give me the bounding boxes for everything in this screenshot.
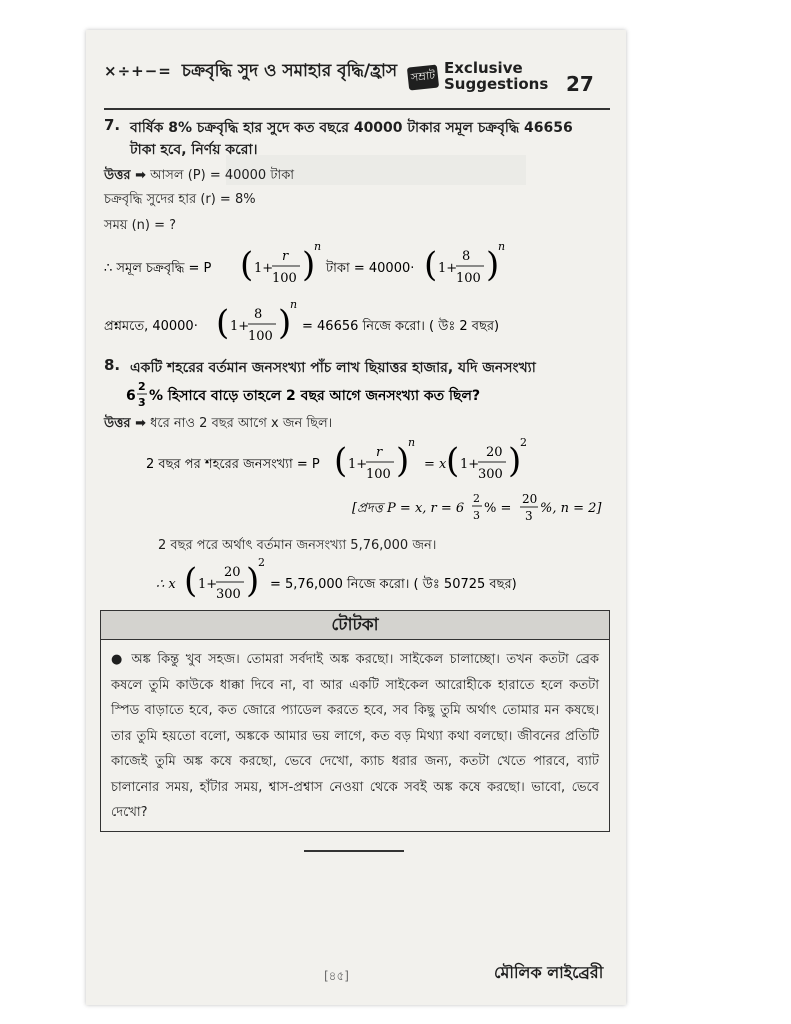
given-20: 20 (522, 492, 538, 506)
denominator-100: 100 (456, 271, 481, 286)
taka-equals: টাকা = 40000· (326, 261, 415, 276)
tip-text: ● অঙ্ক কিন্তু খুব সহজ। তোমরা সর্বদাই অঙ্ক করছো। সাইকেল চালাচ্ছো। তখন কতটা ব্রেক কষলে তুমি কাউকে ধাক্কা দিবে না, বা আর একটি সাইকেল আরোহীকে হারাতে হলে কতটা স্পিড বাড়াতে হবে, কত জোরে প্যাডেল করতে হবে, সব কিছু তুমি অর্থাৎ তোমার মন কষছে। তার তুমি হয়তো বলো, অঙ্ককে আমার ভয় লাগে, কত বড় মিথ্যা কথা বলছো। জীবনের প্রতিটি কাজেই তুমি অঙ্ক কষে করছো, ভেবে দেখো, ক্যাচ ধরার জন্য, কতটা খেতে পারবে, ব্যাট চালানোর সময়, হাঁটার সময়, শ্বাস-প্রশ্বাস নেওয়া থেকে সবই অঙ্ক কষে করছো। ভাবো, ভেবে দেখো? (111, 652, 599, 820)
denominator-100: 100 (272, 271, 297, 286)
equals-x: = x (424, 457, 447, 472)
denominator-300: 300 (216, 587, 241, 602)
q8-line1: একটি শহরের বর্তমান জনসংখ্যা পাঁচ লাখ ছিয়াত্তর হাজার, যদি জনসংখ্যা (130, 360, 536, 376)
right-paren: ) (508, 441, 522, 481)
q7-principal: আসল (P) = 40000 টাকা (150, 168, 295, 183)
mixed-whole: 6 (126, 388, 136, 404)
chapter-title: চক্রবৃদ্ধি সুদ ও সমাহার বৃদ্ধি/হ্রাস (181, 61, 398, 81)
exponent-n: n (314, 240, 322, 253)
one-plus: 1+ (198, 577, 218, 592)
q8-given-values (352, 486, 622, 532)
right-paren: ) (302, 245, 316, 285)
q7-number: 7. (104, 116, 121, 134)
q8-final-equation (156, 554, 606, 608)
one-plus: 1+ (460, 457, 480, 472)
q8-population-formula (146, 434, 566, 488)
denominator-300: 300 (478, 467, 503, 482)
tip-box (100, 610, 610, 832)
answer-label: উত্তর ➡ (104, 416, 146, 431)
numerator-8: 8 (462, 249, 471, 264)
numerator-r: r (282, 249, 289, 264)
answer-label: উত্তর ➡ (104, 168, 146, 183)
numerator-r: r (376, 445, 383, 460)
right-paren: ) (396, 441, 410, 481)
left-paren: ( (240, 245, 254, 285)
denominator-100: 100 (248, 329, 273, 344)
mixed-numerator: 2 (138, 380, 146, 393)
q8-line2-rest: % হিসাবে বাড়ে তাহলে 2 বছর আগে জনসংখ্যা কত ছিল? (149, 388, 481, 404)
q8-present-population: 2 বছর পরে অর্থাৎ বর্তমান জনসংখ্যা 5,76,000 জন। (158, 538, 437, 553)
right-paren: ) (246, 561, 260, 601)
q7-rate: চক্রবৃদ্ধি সুদের হার (r) = 8% (104, 192, 256, 207)
q7-line2: টাকা হবে, নির্ণয় করো। (130, 142, 258, 158)
given-end: %, n = 2] (540, 501, 602, 516)
q8-assume: ধরে নাও 2 বছর আগে x জন ছিল। (150, 416, 333, 431)
left-paren: ( (334, 441, 348, 481)
section-separator (304, 850, 404, 852)
exponent-n: n (408, 436, 416, 449)
book-page (86, 30, 626, 1005)
exponent-2: 2 (258, 556, 265, 569)
final-suffix: = 5,76,000 নিজে করো। ( উঃ 50725 বছর) (270, 577, 517, 592)
given-prefix: [প্রদত্ত P = x, r = 6 (352, 501, 465, 516)
suggestions-line: Suggestions (444, 75, 549, 93)
right-paren: ) (278, 303, 292, 343)
footer-page-mark: [৪৫] (324, 969, 349, 983)
exponent-n: n (290, 298, 298, 311)
exclusive-line: Exclusive (444, 59, 523, 77)
chapter-header (104, 58, 397, 86)
q7-question-equation (104, 296, 604, 350)
q8-answer (104, 414, 332, 435)
header-divider (104, 108, 610, 110)
left-paren: ( (424, 245, 438, 285)
given-3: 3 (525, 509, 533, 523)
left-paren: ( (446, 441, 460, 481)
final-prefix: ∴ x (156, 577, 176, 592)
q7-time: সময় (n) = ? (104, 218, 177, 233)
given-denominator: 3 (473, 509, 480, 522)
q8-number: 8. (104, 356, 121, 374)
pop-prefix: 2 বছর পর শহরের জনসংখ্যা = P (146, 457, 320, 472)
exclusive-suggestions (444, 60, 548, 92)
math-symbols-icon: ×÷+−= (104, 62, 172, 80)
formula-prefix: ∴ সমূল চক্রবৃদ্ধি = P (104, 261, 212, 276)
q8-line2 (126, 374, 596, 414)
numerator-8: 8 (254, 307, 263, 322)
question-prefix: প্রশ্নমতে, 40000· (104, 319, 198, 334)
given-numerator: 2 (473, 492, 480, 505)
q7-amount-formula (104, 238, 544, 292)
exponent-2: 2 (520, 436, 527, 449)
one-plus: 1+ (348, 457, 368, 472)
numerator-20: 20 (486, 445, 503, 460)
one-plus: 1+ (230, 319, 250, 334)
one-plus: 1+ (438, 261, 458, 276)
publisher-name: মৌলিক লাইব্রেরী (494, 963, 604, 982)
q7-line1: বার্ষিক 8% চক্রবৃদ্ধি হার সুদে কত বছরে 40000 টাকার সমূল চক্রবৃদ্ধি 46656 (130, 120, 573, 136)
page-number: 27 (566, 72, 594, 96)
exponent-n: n (498, 240, 506, 253)
left-paren: ( (184, 561, 198, 601)
samrat-badge: সম্রাট (407, 64, 440, 90)
numerator-20: 20 (224, 565, 241, 580)
mixed-denominator: 3 (138, 396, 146, 409)
denominator-100: 100 (366, 467, 391, 482)
one-plus: 1+ (254, 261, 274, 276)
question-suffix: = 46656 নিজে করো। ( উঃ 2 বছর) (302, 319, 500, 334)
tip-title: টোটকা (101, 611, 609, 640)
given-mid: % = (484, 501, 512, 516)
left-paren: ( (216, 303, 230, 343)
q7-answer (104, 166, 294, 187)
right-paren: ) (486, 245, 500, 285)
